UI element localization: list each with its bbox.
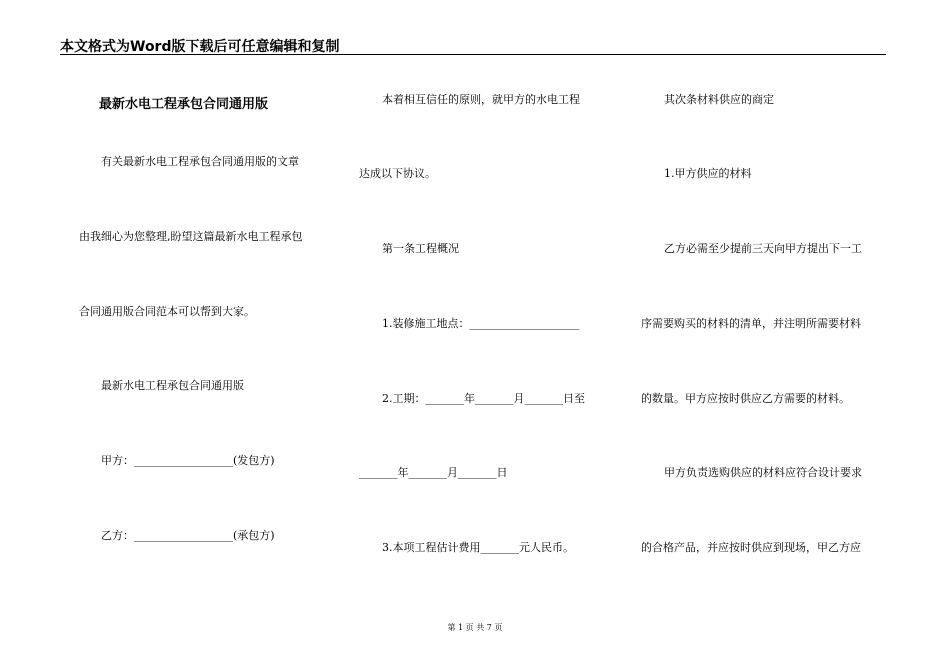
party-a-line: 甲方：__________________(发包方): [101, 454, 275, 467]
col1-line-4: 最新水电工程承包合同通用版: [101, 379, 244, 392]
schedule-line-2: _______年_______月_______日: [359, 466, 508, 479]
section-heading-1: 第一条工程概况: [382, 242, 459, 255]
col3-line-4: 序需要购买的材料的清单，并注明所需要材料: [641, 317, 861, 330]
col3-line-2: 1.甲方供应的材料: [664, 167, 752, 180]
col3-line-3: 乙方必需至少提前三天向甲方提出下一工: [664, 242, 862, 255]
page-header-title: 本文格式为Word版下载后可任意编辑和复制: [60, 39, 340, 55]
col3-line-6: 甲方负责选购供应的材料应符合设计要求: [664, 466, 862, 479]
party-b-line: 乙方：__________________(承包方): [101, 529, 275, 542]
col1-line-2: 由我细心为您整理,盼望这篇最新水电工程承包: [79, 230, 303, 243]
col1-line-3: 合同通用版合同范本可以帮到大家。: [79, 305, 255, 318]
construction-site-line: 1.装修施工地点：____________________: [382, 317, 580, 330]
cost-line: 3.本项工程估计费用_______元人民币。: [382, 541, 574, 554]
col1-line-1: 有关最新水电工程承包合同通用版的文章: [101, 155, 299, 168]
col2-line-1: 本着相互信任的原则，就甲方的水电工程: [382, 93, 580, 106]
col3-line-7: 的合格产品，并应按时供应到现场，甲乙方应: [641, 541, 861, 554]
header-divider: [60, 54, 886, 55]
col2-line-2: 达成以下协议。: [359, 167, 436, 180]
col3-line-5: 的数量。甲方应按时供应乙方需要的材料。: [641, 392, 850, 405]
section-heading-2: 其次条材料供应的商定: [664, 93, 774, 106]
schedule-line-1: 2.工期：_______年_______月_______日至: [382, 392, 585, 405]
page-number: 第 1 页 共 7 页: [447, 623, 503, 632]
document-title: 最新水电工程承包合同通用版: [99, 97, 269, 112]
